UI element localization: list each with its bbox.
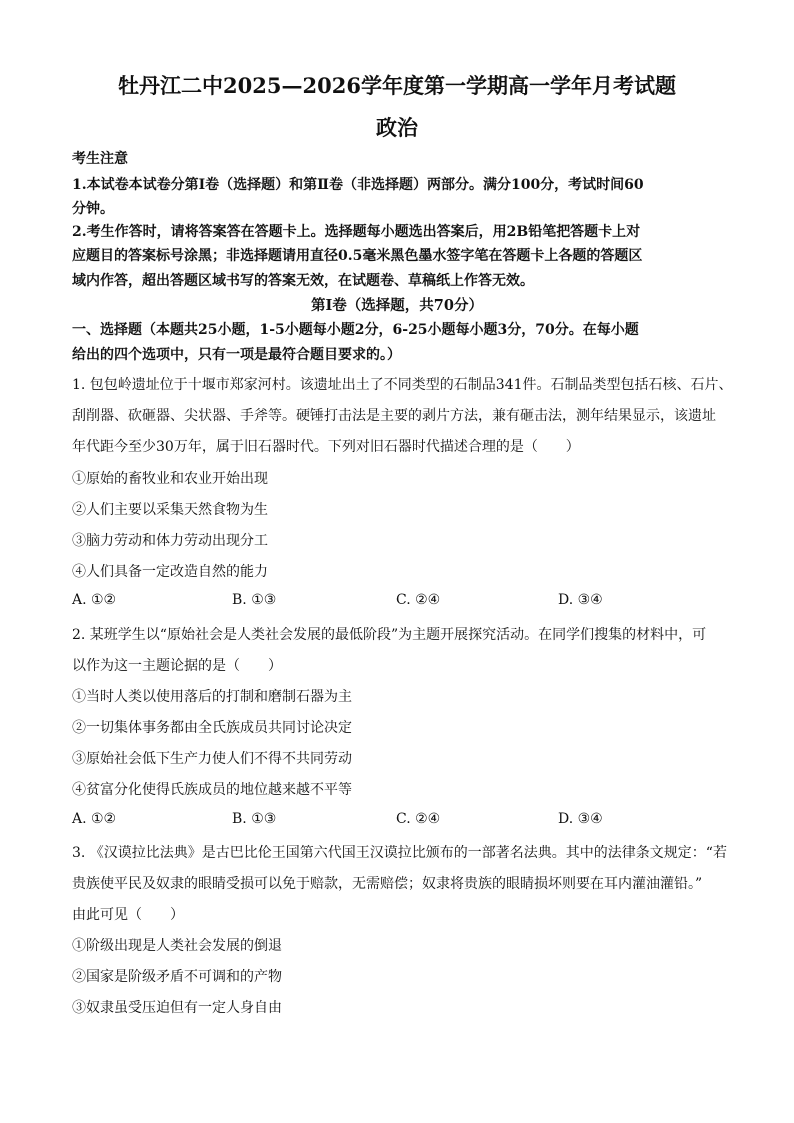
notice-line: 分钟。	[72, 201, 114, 217]
question-1-options	[72, 592, 722, 612]
question-2-item: ③原始社会低下生产力使人们不得不共同劳动	[72, 751, 352, 767]
question-1-stem: 年代距今至少30万年，属于旧石器时代。下列对旧石器时代描述合理的是（ ）	[72, 439, 580, 455]
question-1-stem: 1. 包包岭遗址位于十堰市郑家河村。该遗址出土了不同类型的石制品341件。石制品类型包括石核、石片、	[72, 377, 733, 393]
subject-title: 政治	[376, 115, 418, 140]
question-3-item: ①阶级出现是人类社会发展的倒退	[72, 938, 282, 954]
notice-line: 2.考生作答时，请将答案答在答题卡上。选择题每小题选出答案后，用2B铅笔把答题卡上对	[72, 224, 641, 240]
option-c: C. ②④	[396, 811, 441, 827]
notice-heading: 考生注意	[72, 151, 128, 167]
question-2-stem: 以作为这一主题论据的是（ ）	[72, 658, 282, 674]
question-3-stem: 贵族使平民及奴隶的眼睛受损可以免于赔款，无需赔偿；奴隶将贵族的眼睛损坏则要在耳内灌油灌铅。”	[72, 876, 703, 892]
section-instruction: 给出的四个选项中，只有一项是最符合题目要求的。）	[72, 347, 401, 363]
option-c: C. ②④	[396, 592, 441, 608]
notice-line: 域内作答，超出答题区域书写的答案无效，在试题卷、草稿纸上作答无效。	[72, 273, 534, 289]
question-1-item: ④人们具备一定改造自然的能力	[72, 564, 268, 580]
notice-line: 1.本试卷本试卷分第Ⅰ卷（选择题）和第Ⅱ卷（非选择题）两部分。满分100分，考试时间60	[72, 177, 644, 193]
option-a: A. ①②	[72, 592, 117, 608]
question-2-item: ①当时人类以使用落后的打制和磨制石器为主	[72, 689, 352, 705]
notice-line: 应题目的答案标号涂黑；非选择题请用直径0.5毫米黑色墨水签字笔在答题卡上各题的答题区	[72, 248, 643, 264]
question-1-item: ①原始的畜牧业和农业开始出现	[72, 471, 268, 487]
question-1-item: ③脑力劳动和体力劳动出现分工	[72, 533, 268, 549]
question-1-item: ②人们主要以采集天然食物为生	[72, 502, 268, 518]
question-2-stem: 2. 某班学生以“原始社会是人类社会发展的最低阶段”为主题开展探究活动。在同学们搜集的材料中，可	[72, 627, 707, 643]
option-d: D. ③④	[558, 592, 603, 608]
question-3-stem: 3. 《汉谟拉比法典》是古巴比伦王国第六代国王汉谟拉比颁布的一部著名法典。其中的法律条文规定：“若	[72, 845, 727, 861]
option-d: D. ③④	[558, 811, 603, 827]
question-2-options	[72, 811, 722, 831]
question-3-stem: 由此可见（ ）	[72, 907, 184, 923]
exam-title: 牡丹江二中2025—2026学年度第一学期高一学年月考试题	[118, 73, 676, 98]
section-title: 第Ⅰ卷（选择题，共70分）	[311, 297, 483, 314]
question-1-stem: 刮削器、砍砸器、尖状器、手斧等。硬锤打击法是主要的剥片方法，兼有砸击法，测年结果显示，该遗址	[72, 408, 716, 424]
question-3-item: ③奴隶虽受压迫但有一定人身自由	[72, 1000, 282, 1016]
option-a: A. ①②	[72, 811, 117, 827]
question-2-item: ④贫富分化使得氏族成员的地位越来越不平等	[72, 782, 352, 798]
question-3-item: ②国家是阶级矛盾不可调和的产物	[72, 969, 282, 985]
question-2-item: ②一切集体事务都由全氏族成员共同讨论决定	[72, 720, 352, 736]
section-instruction: 一、选择题（本题共25小题，1-5小题每小题2分，6-25小题每小题3分，70分。在每小题	[72, 322, 639, 338]
option-b: B. ①③	[232, 811, 277, 827]
option-b: B. ①③	[232, 592, 277, 608]
